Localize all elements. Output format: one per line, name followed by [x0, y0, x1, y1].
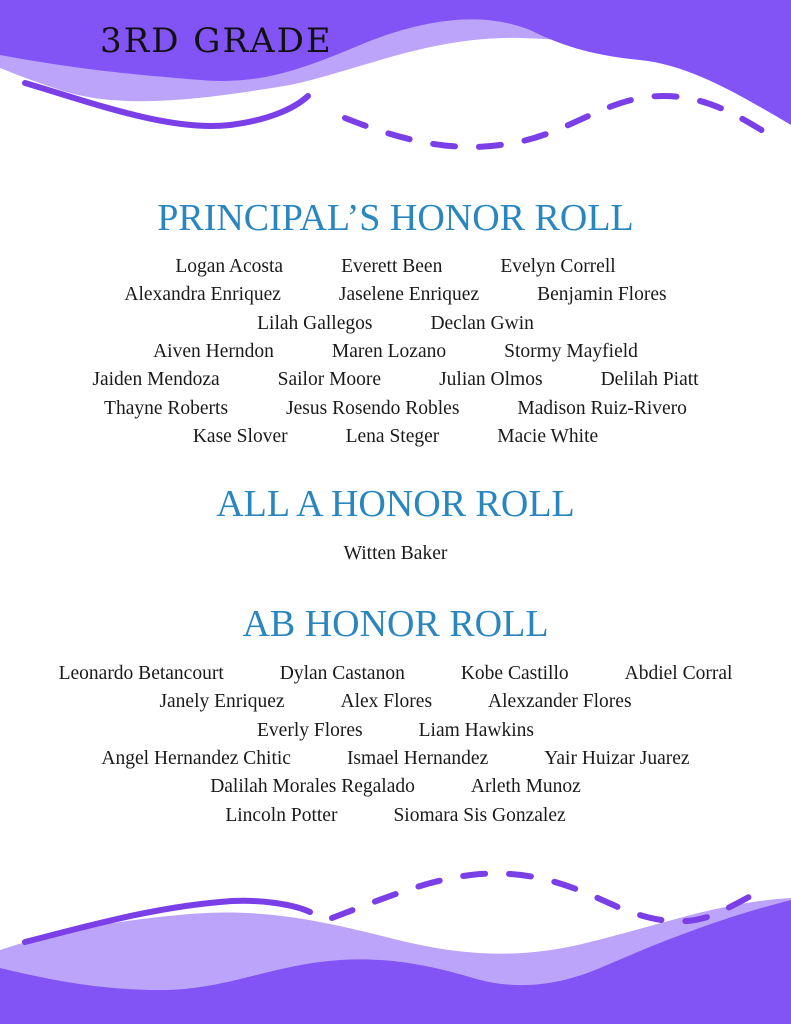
names-row: [0, 310, 791, 338]
all-a-honor-roll-list: [0, 540, 791, 568]
student-name: Dalilah Morales Regalado: [210, 776, 415, 798]
student-name: Leonardo Betancourt: [58, 663, 224, 685]
student-name: Macie White: [497, 425, 599, 447]
student-name: Alex Flores: [340, 691, 433, 713]
top-dashed-line: [345, 96, 770, 147]
names-row: [0, 688, 791, 716]
all-a-honor-roll-title: ALL A HONOR ROLL: [216, 483, 575, 525]
student-name: Aiven Herndon: [153, 341, 274, 363]
names-row: [0, 717, 791, 745]
student-name: Declan Gwin: [430, 312, 534, 334]
names-row: [0, 745, 791, 773]
names-row: [0, 253, 791, 281]
student-name: Angel Hernandez Chitic: [101, 748, 291, 770]
names-row: [0, 773, 791, 801]
student-name: Arleth Munoz: [470, 776, 581, 798]
student-name: Ismael Hernandez: [346, 748, 489, 770]
student-name: Julian Olmos: [439, 369, 543, 391]
student-name: Everly Flores: [257, 719, 363, 741]
ab-honor-roll-list: [0, 660, 791, 830]
student-name: Lilah Gallegos: [257, 312, 373, 334]
student-name: Maren Lozano: [331, 341, 447, 363]
student-name: Jaselene Enriquez: [338, 284, 480, 306]
student-name: Lincoln Potter: [225, 804, 338, 826]
student-name: Delilah Piatt: [600, 369, 699, 391]
student-name: Dylan Castanon: [279, 663, 405, 685]
names-row: [0, 394, 791, 422]
student-name: Benjamin Flores: [537, 284, 667, 306]
student-name: Lena Steger: [345, 425, 440, 447]
student-name: Sailor Moore: [277, 369, 382, 391]
student-name: Siomara Sis Gonzalez: [393, 804, 566, 826]
student-name: Thayne Roberts: [104, 397, 229, 419]
names-row: [0, 338, 791, 366]
ab-honor-roll-title: AB HONOR ROLL: [242, 603, 549, 645]
student-name: Jaiden Mendoza: [92, 369, 220, 391]
names-row: [0, 540, 791, 568]
student-name: Everett Been: [341, 256, 443, 278]
student-name: Madison Ruiz-Rivero: [517, 397, 687, 419]
student-name: Witten Baker: [343, 543, 448, 565]
student-name: Kobe Castillo: [460, 663, 569, 685]
principals-honor-roll-list: [0, 253, 791, 451]
student-name: Kase Slover: [192, 425, 288, 447]
student-name: Liam Hawkins: [418, 719, 534, 741]
names-row: [0, 660, 791, 688]
principals-honor-roll-title: PRINCIPAL’S HONOR ROLL: [157, 197, 634, 239]
names-row: [0, 281, 791, 309]
student-name: Jesus Rosendo Robles: [286, 397, 460, 419]
student-name: Logan Acosta: [175, 256, 284, 278]
student-name: Evelyn Correll: [500, 256, 616, 278]
names-row: [0, 366, 791, 394]
student-name: Alexzander Flores: [488, 691, 632, 713]
names-row: [0, 423, 791, 451]
bottom-wave-decoration: [0, 850, 791, 1024]
names-row: [0, 801, 791, 829]
student-name: Stormy Mayfield: [504, 341, 638, 363]
student-name: Yair Huizar Juarez: [544, 748, 690, 770]
student-name: Alexandra Enriquez: [124, 284, 281, 306]
student-name: Janely Enriquez: [159, 691, 285, 713]
student-name: Abdiel Corral: [624, 663, 733, 685]
grade-title: 3RD GRADE: [100, 21, 333, 61]
